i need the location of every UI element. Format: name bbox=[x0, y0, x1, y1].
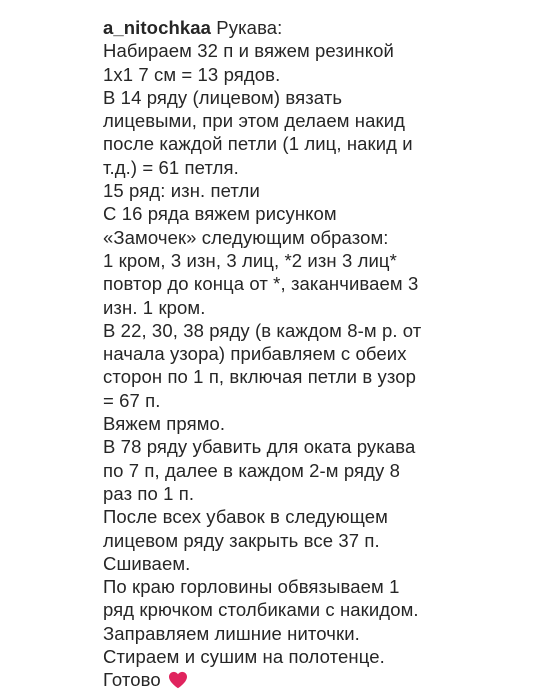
heart-icon bbox=[168, 671, 188, 689]
caption-line: 1 кром, 3 изн, 3 лиц, *2 изн 3 лиц* bbox=[103, 249, 397, 271]
caption-line: 1х1 7 см = 13 рядов. bbox=[103, 63, 281, 85]
caption-line: изн. 1 кром. bbox=[103, 296, 206, 318]
caption-line: лицевыми, при этом делаем накид bbox=[103, 110, 406, 132]
caption-first-line bbox=[103, 16, 543, 39]
caption-line: = 67 п. bbox=[103, 389, 161, 411]
caption-body bbox=[103, 39, 543, 668]
caption-line: начала узора) прибавляем с обеих bbox=[103, 343, 407, 365]
username-link[interactable]: a_nitochkaa bbox=[103, 17, 212, 38]
caption-line: повтор до конца от *, заканчиваем 3 bbox=[103, 273, 419, 295]
caption-line: По краю горловины обвязываем 1 bbox=[103, 576, 400, 598]
caption-title: Рукава: bbox=[216, 17, 283, 38]
caption-line: После всех убавок в следующем bbox=[103, 506, 388, 528]
caption-line: ряд крючком столбиками с накидом. bbox=[103, 599, 419, 621]
caption-line: В 22, 30, 38 ряду (в каждом 8-м р. от bbox=[103, 319, 422, 341]
caption-text bbox=[103, 16, 543, 692]
caption-line: раз по 1 п. bbox=[103, 482, 195, 504]
caption-done-text: Готово bbox=[103, 669, 161, 691]
caption-line: т.д.) = 61 петля. bbox=[103, 156, 239, 178]
caption-line: В 14 ряду (лицевом) вязать bbox=[103, 86, 343, 108]
caption-line: сторон по 1 п, включая петли в узор bbox=[103, 366, 416, 388]
caption-line: С 16 ряда вяжем рисунком bbox=[103, 203, 337, 225]
caption-last-line bbox=[103, 668, 543, 691]
caption-line: Сшиваем. bbox=[103, 552, 191, 574]
caption-line: лицевом ряду закрыть все 37 п. bbox=[103, 529, 380, 551]
caption-line: В 78 ряду убавить для оката рукава bbox=[103, 436, 416, 458]
caption-line: 15 ряд: изн. петли bbox=[103, 180, 260, 202]
caption-line: после каждой петли (1 лиц, накид и bbox=[103, 133, 413, 155]
caption-line: «Замочек» следующим образом: bbox=[103, 226, 389, 248]
caption-line: Стираем и сушим на полотенце. bbox=[103, 646, 385, 668]
caption-line: Набираем 32 п и вяжем резинкой bbox=[103, 40, 394, 62]
caption-line: Вяжем прямо. bbox=[103, 413, 226, 435]
caption-line: по 7 п, далее в каждом 2-м ряду 8 bbox=[103, 459, 401, 481]
caption-line: Заправляем лишние ниточки. bbox=[103, 622, 360, 644]
